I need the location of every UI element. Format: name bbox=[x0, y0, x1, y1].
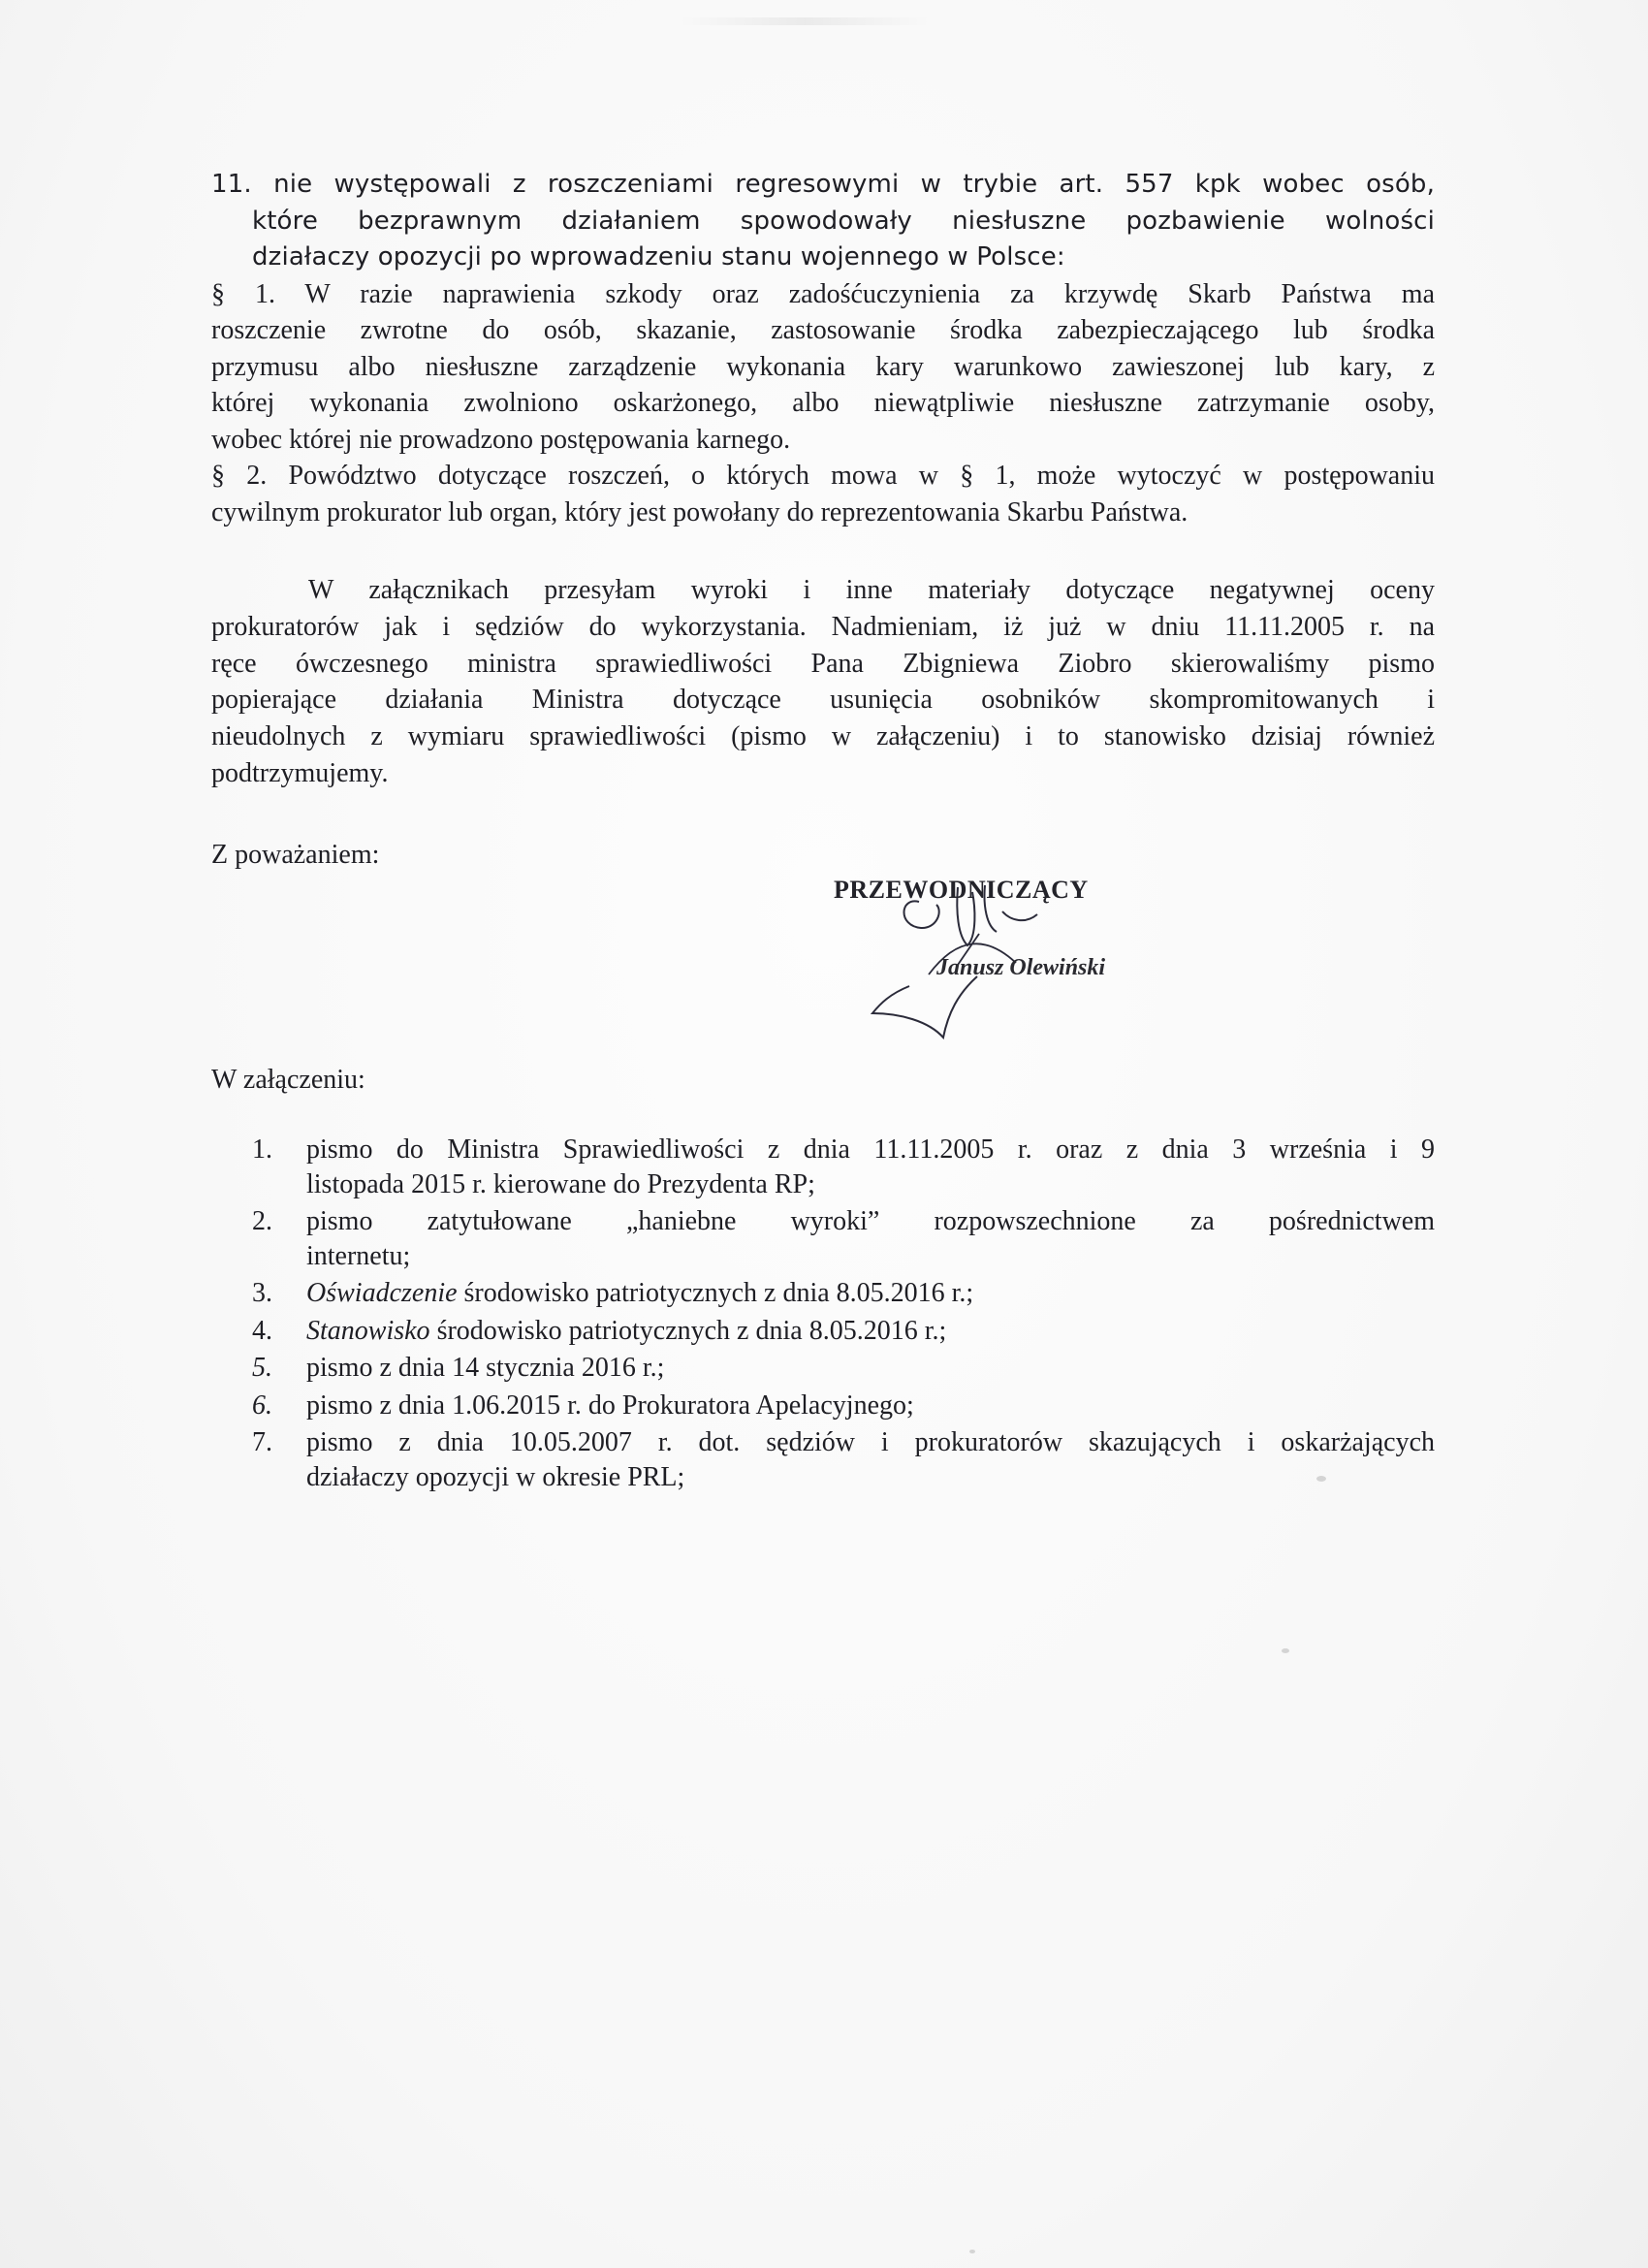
list-item-rest: środowisko patriotycznych z dnia 8.05.2016 r.; bbox=[457, 1278, 974, 1308]
paragraph-1-line-4: której wykonania zwolniono oskarżonego, albo niewątpliwie niesłuszne zatrzymanie osoby, bbox=[211, 388, 1435, 418]
letter-body-top bbox=[211, 167, 1435, 530]
list-item bbox=[252, 1389, 1435, 1423]
attachments-heading: W załączeniu: bbox=[211, 1065, 365, 1095]
paragraph-1-line-5: wobec której nie prowadzono postępowania karnego. bbox=[211, 424, 791, 455]
closing-greeting: Z poważaniem: bbox=[211, 840, 380, 870]
list-item-text: pismo z dnia 1.06.2015 r. do Prokuratora Apelacyjnego; bbox=[306, 1390, 914, 1421]
point-11 bbox=[211, 167, 1435, 276]
list-item-number: 4. bbox=[252, 1315, 272, 1346]
list-item-number: 3. bbox=[252, 1278, 272, 1308]
list-item bbox=[252, 1351, 1435, 1386]
list-item-number: 6. bbox=[252, 1390, 272, 1421]
body-paragraph-line-2: prokuratorów jak i sędziów do wykorzystania. Nadmieniam, iż już w dniu 11.11.2005 r. na bbox=[211, 611, 1435, 642]
list-item-text: działaczy opozycji w okresie PRL; bbox=[306, 1461, 685, 1492]
scan-speck bbox=[1316, 1476, 1326, 1482]
paragraph-1 bbox=[211, 276, 1435, 459]
body-paragraph-line-5: nieudolnych z wymiaru sprawiedliwości (pismo w załączeniu) i to stanowisko dzisiaj również bbox=[211, 721, 1435, 752]
body-paragraph-line-1: W załącznikach przesyłam wyroki i inne materiały dotyczące negatywnej oceny bbox=[308, 575, 1435, 605]
list-item-number: 1. bbox=[252, 1134, 272, 1165]
paragraph-2-line-2: cywilnym prokurator lub organ, który jest powołany do reprezentowania Skarbu Państwa. bbox=[211, 496, 1188, 527]
paragraph-2-line-1: § 2. Powództwo dotyczące roszczeń, o których mowa w § 1, może wytoczyć w postępowaniu bbox=[211, 461, 1435, 491]
list-item-rest: środowisko patriotycznych z dnia 8.05.2016 r.; bbox=[429, 1315, 947, 1346]
attachments-list bbox=[252, 1133, 1435, 1497]
list-item-text: pismo z dnia 14 stycznia 2016 r.; bbox=[306, 1353, 665, 1383]
signature-title: PRZEWODNICZĄCY bbox=[834, 876, 1089, 904]
body-paragraph-line-6: podtrzymujemy. bbox=[211, 757, 389, 788]
body-paragraph-line-4: popierające działania Ministra dotyczące usunięcia osobników skompromitowanych i bbox=[211, 685, 1435, 716]
list-item-number: 5. bbox=[252, 1353, 272, 1383]
list-item-text: pismo do Ministra Sprawiedliwości z dnia 11.11.2005 r. oraz z dnia 3 września i 9 bbox=[306, 1134, 1435, 1165]
signature-name: Janusz Olewiński bbox=[936, 955, 1106, 980]
list-item-emphasis: Oświadczenie bbox=[306, 1278, 458, 1308]
list-item-text bbox=[306, 1276, 1435, 1311]
list-item-text: pismo zatytułowane „haniebne wyroki” rozpowszechnione za pośrednictwem bbox=[306, 1206, 1435, 1236]
point-11-line-1: 11. nie występowali z roszczeniami regresowymi w trybie art. 557 kpk wobec osób, bbox=[211, 170, 1435, 199]
list-item bbox=[252, 1133, 1435, 1201]
scan-speck bbox=[969, 2250, 975, 2253]
scan-speck bbox=[1282, 1648, 1289, 1653]
body-paragraph-line-3: ręce ówczesnego ministra sprawiedliwości Pana Zbigniewa Ziobro skierowaliśmy pismo bbox=[211, 648, 1435, 679]
signature-stamp bbox=[812, 868, 1161, 1042]
paragraph-1-line-2: roszczenie zwrotne do osób, skazanie, zastosowanie środka zabezpieczającego lub środka bbox=[211, 315, 1435, 345]
paragraph-1-line-3: przymusu albo niesłuszne zarządzenie wykonania kary warunkowo zawieszonej lub kary, z bbox=[211, 351, 1435, 382]
list-item bbox=[252, 1276, 1435, 1311]
list-item-text: internetu; bbox=[306, 1240, 411, 1271]
list-item-emphasis: Stanowisko bbox=[306, 1315, 430, 1346]
list-item-text bbox=[306, 1314, 1435, 1349]
point-11-line-3: działaczy opozycji po wprowadzeniu stanu wojennego w Polsce: bbox=[252, 242, 1065, 272]
body-paragraph bbox=[211, 572, 1435, 792]
list-item-text: pismo z dnia 10.05.2007 r. dot. sędziów i prokuratorów skazujących i oskarżających bbox=[306, 1427, 1435, 1457]
list-item-text: listopada 2015 r. kierowane do Prezydenta RP; bbox=[306, 1168, 815, 1199]
paragraph-2 bbox=[211, 458, 1435, 530]
paragraph-1-line-1: § 1. W razie naprawienia szkody oraz zadośćuczynienia za krzywdę Skarb Państwa ma bbox=[211, 278, 1435, 309]
list-item bbox=[252, 1204, 1435, 1273]
list-item bbox=[252, 1425, 1435, 1494]
list-item-number: 7. bbox=[252, 1427, 272, 1457]
point-11-line-2: które bezprawnym działaniem spowodowały niesłuszne pozbawienie wolności bbox=[252, 206, 1435, 236]
list-item-number: 2. bbox=[252, 1206, 272, 1236]
scan-shadow bbox=[679, 17, 931, 25]
list-item bbox=[252, 1314, 1435, 1349]
